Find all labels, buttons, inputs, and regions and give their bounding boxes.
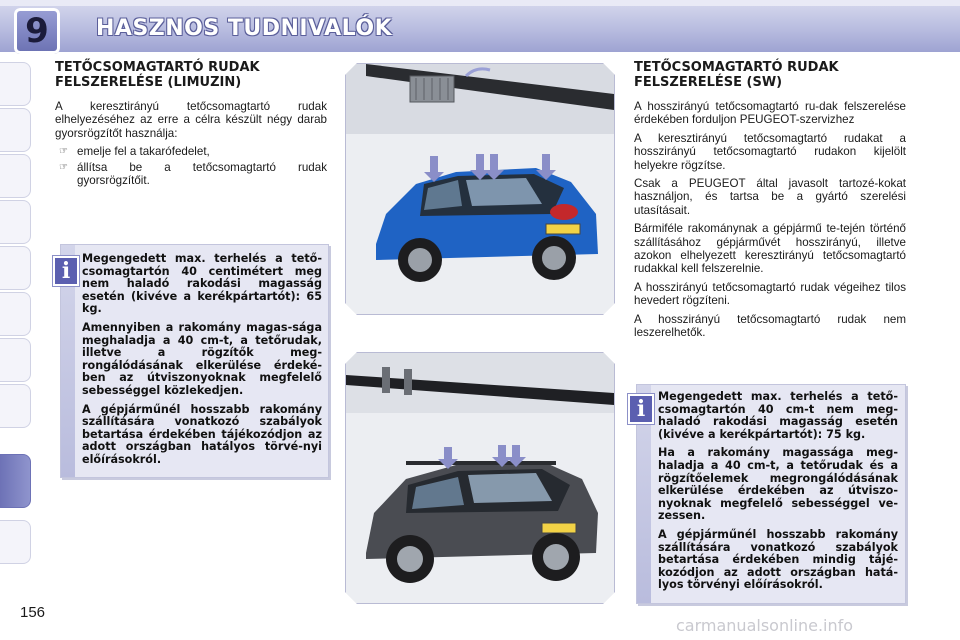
info-paragraph: A gépjárműnél hosszabb rakomány szállítására vonatkozó szabályok betartása érdekében mindig tájé-kozódjon az adott országban hatá-lyos törvényi előírásokról. bbox=[658, 527, 898, 592]
info-text-limuzin bbox=[82, 253, 322, 473]
section-title-line: TETŐCSOMAGTARTÓ RUDAK bbox=[634, 60, 839, 75]
list-item-text: emelje fel a takarófedelet, bbox=[77, 145, 210, 159]
page-header bbox=[0, 0, 960, 52]
photo-sw-roof-rails bbox=[345, 352, 615, 604]
list-item bbox=[55, 145, 327, 158]
info-paragraph: A gépjárműnél hosszabb rakomány szállítására vonatkozó szabályok betartása érdekében tájékozódjon az adott országban hatályos törvé-nyi előírásokról. bbox=[82, 402, 322, 466]
section-title-line: FELSZERELÉSE (LIMUZIN) bbox=[55, 75, 242, 90]
info-paragraph: Amennyiben a rakomány magas-sága meghaladja a 40 cm-t, a tetőrudak, illetve a rögzítők meg-rongálódásának elkerülése érdeké-ben az útviszonyoknak megfelelő sebességgel közlekedjen. bbox=[82, 320, 322, 397]
chapter-number: 9 bbox=[25, 11, 49, 51]
chapter-tab[interactable] bbox=[0, 200, 31, 244]
info-icon: i bbox=[53, 256, 79, 286]
photo-limuzin-roof-mounts bbox=[345, 63, 615, 315]
section-title-limuzin bbox=[55, 60, 327, 90]
chapter-tab[interactable] bbox=[0, 246, 31, 290]
right-column bbox=[634, 60, 906, 345]
body-paragraph: A hosszirányú tetőcsomagtartó rudak nem leszerelhetők. bbox=[634, 312, 906, 340]
body-paragraph: A hosszirányú tetőcsomagtartó ru-dak felszerelése érdekében forduljon PEUGEOT-szervizhez bbox=[634, 100, 906, 127]
section-title-sw bbox=[634, 60, 906, 90]
car-illustration-grey bbox=[346, 353, 614, 603]
chapter-tab[interactable] bbox=[0, 520, 31, 564]
chapter-tab[interactable] bbox=[0, 384, 31, 428]
body-paragraph: Csak a PEUGEOT által javasolt tartozé-kokat használjon, és tartsa be a gyártó szerelési utasításait. bbox=[634, 177, 906, 217]
chapter-badge bbox=[14, 8, 60, 54]
info-paragraph: Megengedett max. terhelés a tető-csomagtartón 40 cm-t nem meg-haladó rakodási magasság esetén (kivéve a kerékpártartót): 75 kg. bbox=[658, 390, 898, 441]
left-column bbox=[55, 60, 327, 189]
list-item bbox=[55, 161, 327, 188]
chapter-tab[interactable] bbox=[0, 338, 31, 382]
car-illustration-blue bbox=[346, 64, 614, 314]
chapter-tab[interactable] bbox=[0, 108, 31, 152]
pointing-hand-icon: ☞ bbox=[59, 146, 68, 158]
section-title-line: TETŐCSOMAGTARTÓ RUDAK bbox=[55, 60, 260, 75]
info-paragraph: Ha a rakomány magassága meg-haladja a 40 cm-t, a tetőrudak és a rögzítőelemek megrongálódásának elkerülése érdekében az útviszo-nyoknak megfelelő sebességgel ve-zessen. bbox=[658, 446, 898, 523]
info-icon: i bbox=[628, 394, 654, 424]
section-title-line: FELSZERELÉSE (SW) bbox=[634, 75, 783, 90]
chapter-tabs bbox=[0, 62, 34, 582]
body-paragraph: A keresztirányú tetőcsomagtartó rudakat a hosszirányú tetőcsomagtartó rudakon kijelölt helyekre rögzítse. bbox=[634, 131, 906, 172]
page-title: HASZNOS TUDNIVALÓK bbox=[96, 16, 393, 41]
info-paragraph: Megengedett max. terhelés a tető-csomagtartón 40 centimétert meg nem haladó rakodási magasság esetén (kivéve a kerékpártartót): 65 kg. bbox=[82, 252, 322, 316]
body-paragraph: Bármiféle rakománynak a gépjármű te-tején történő szállításához gépjárművét hosszirányú, illetve azokon elhelyezett keresztirányú tetőcsomagtartó rudakkal kell felszerelnie. bbox=[634, 222, 906, 276]
body-paragraph: A hosszirányú tetőcsomagtartó rudak végeihez tilos hevedert rögzíteni. bbox=[634, 280, 906, 308]
info-text-sw bbox=[658, 391, 898, 598]
list-item-text: állítsa be a tetőcsomagtartó rudak gyorsrögzítőit. bbox=[77, 160, 327, 188]
chapter-tab[interactable] bbox=[0, 292, 31, 336]
intro-paragraph: A keresztirányú tetőcsomagtartó rudak elhelyezéséhez az erre a célra készült négy darab gyorsrögzítőt használja: bbox=[55, 100, 327, 140]
header-highlight bbox=[0, 0, 960, 6]
chapter-tab[interactable] bbox=[0, 62, 31, 106]
pointing-hand-icon: ☞ bbox=[59, 161, 68, 173]
page-number: 156 bbox=[20, 604, 46, 621]
chapter-tab[interactable] bbox=[0, 154, 31, 198]
chapter-tab-active[interactable] bbox=[0, 454, 31, 508]
watermark: carmanualsonline.info bbox=[676, 616, 854, 635]
